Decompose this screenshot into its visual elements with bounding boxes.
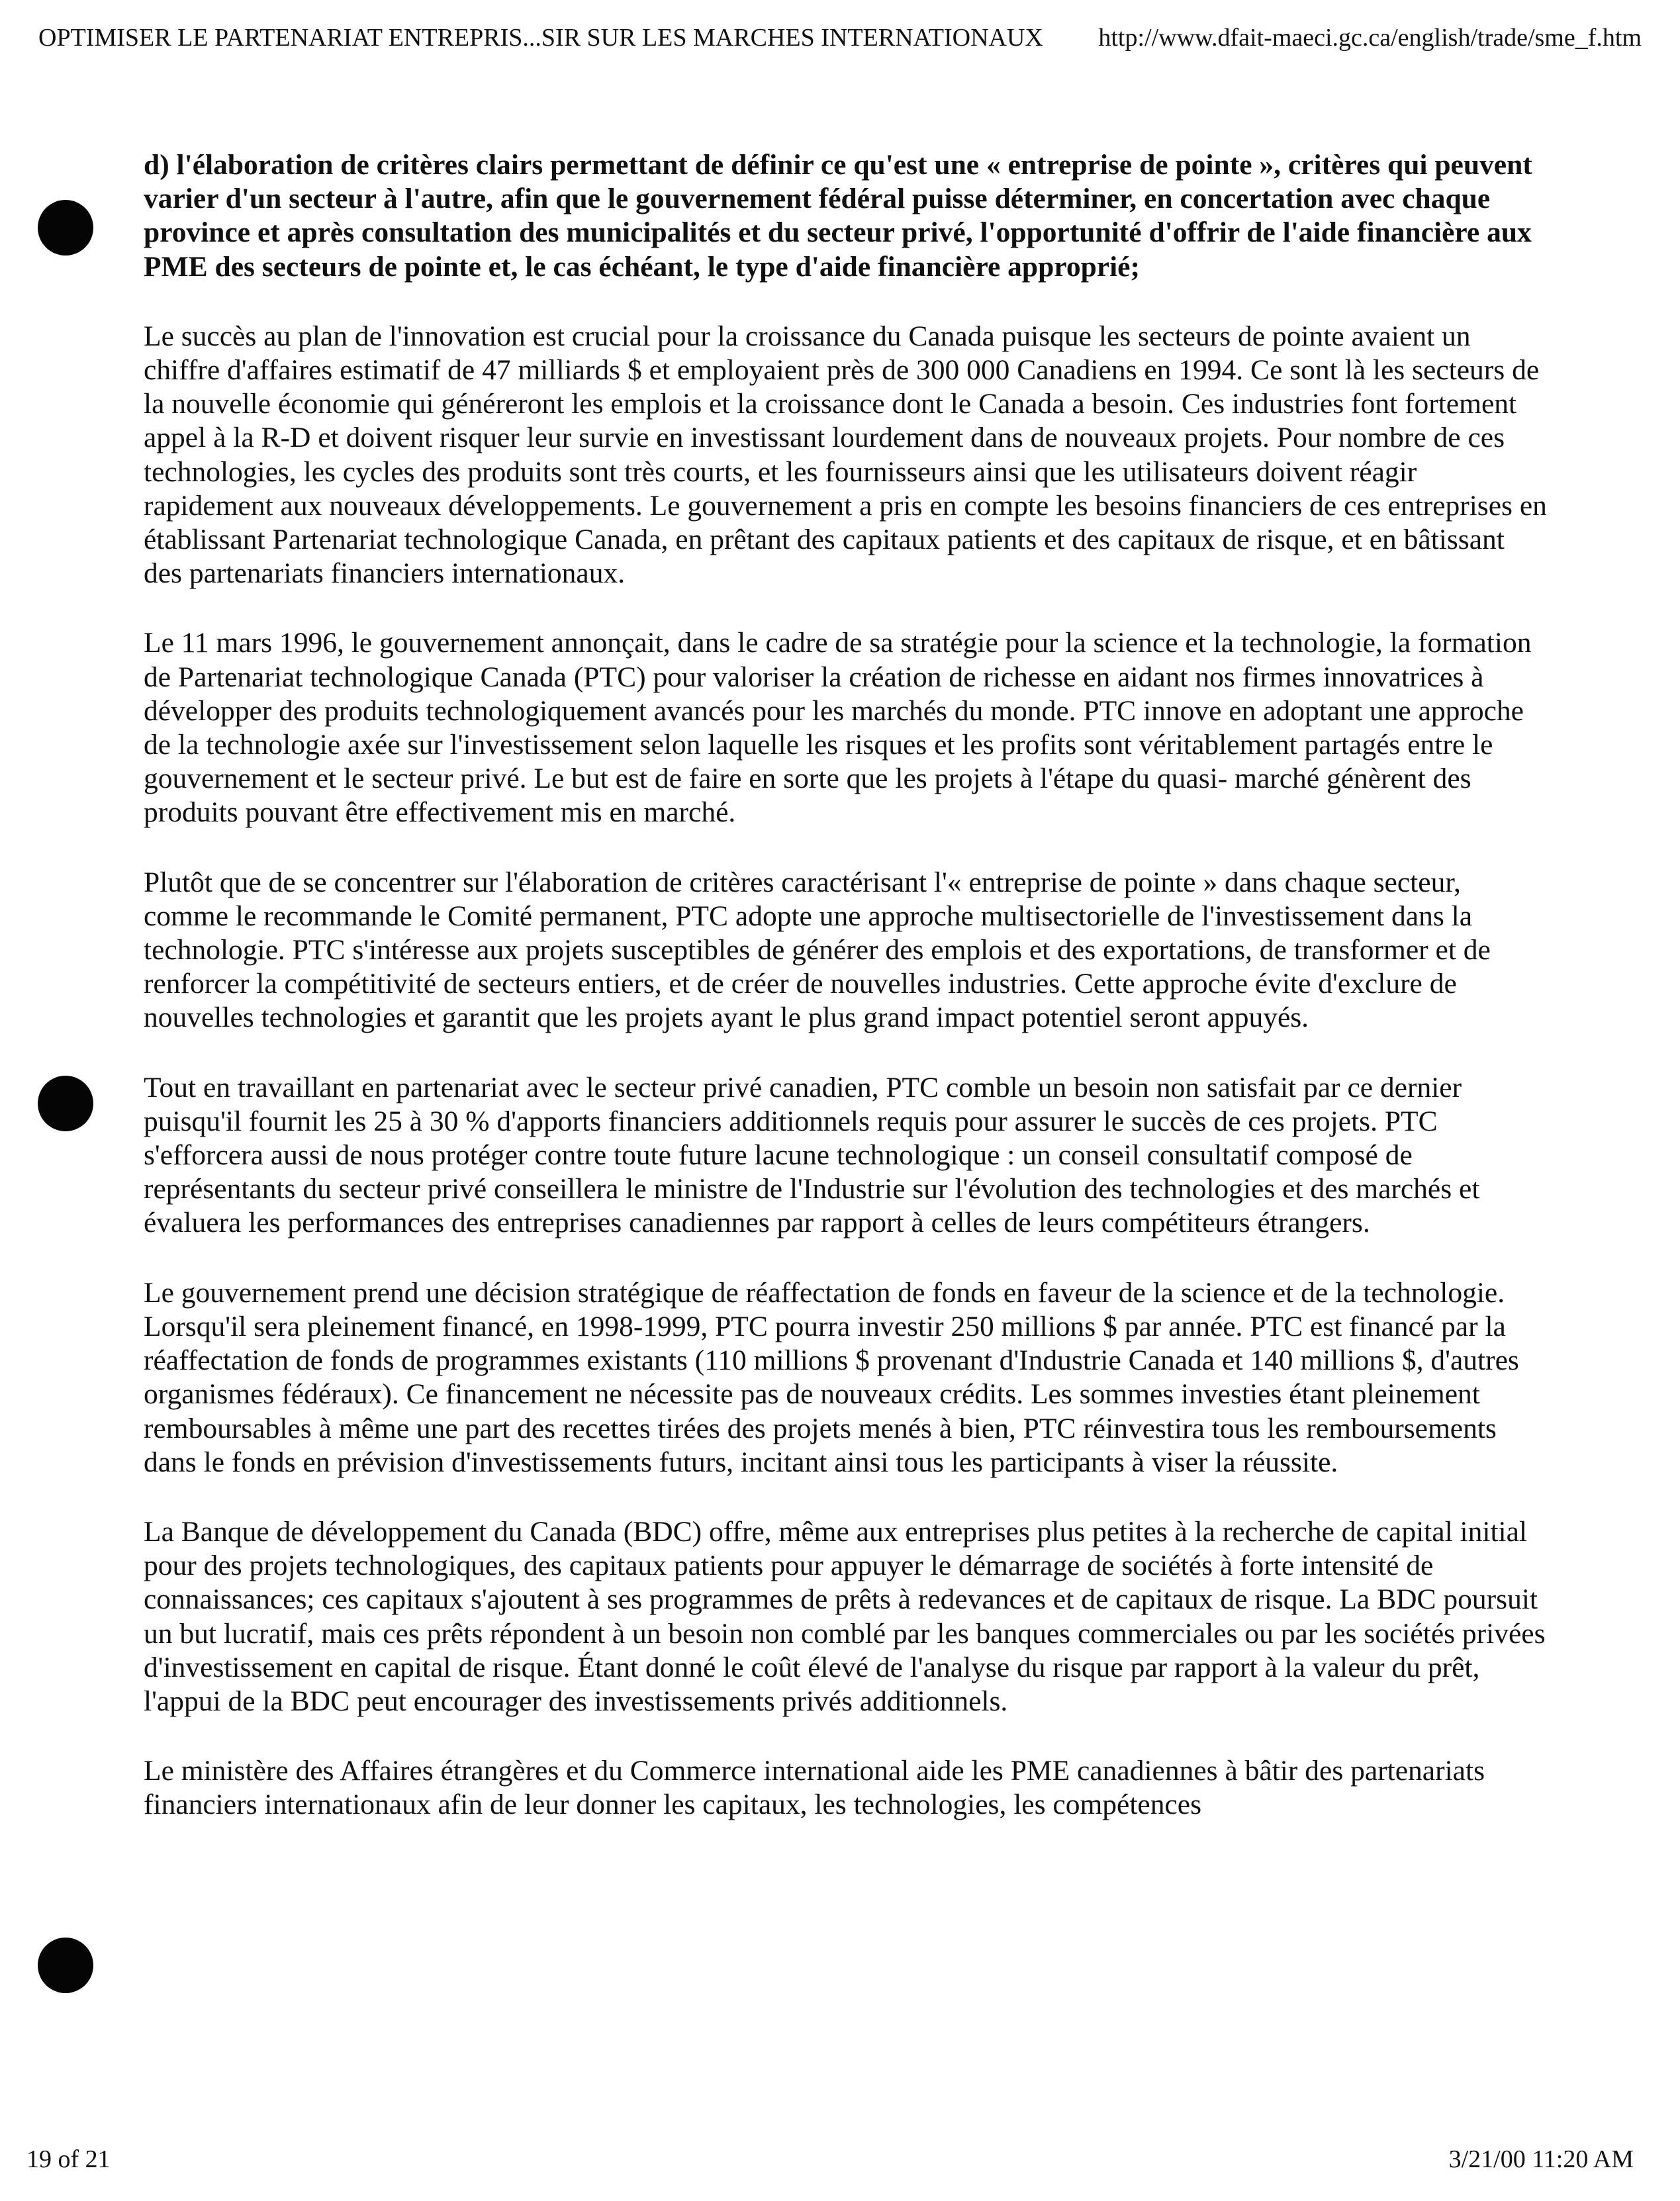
paragraph-bdc: La Banque de développement du Canada (BDC) offre, même aux entreprises plus petites à la recherche de capital initial pour des projets technologiques, des capitaux patients pour appuyer le démarrage de sociétés à forte intensité de connaissances; ces capitaux s'ajoutent à ses programmes de prêts à redevances et de capitaux de risque. La BDC poursuit un but lucratif, mais ces prêts répondent à un besoin non comblé par les banques commerciales ou par les sociétés privées d'investissement en capital de risque. Étant donné le coût élevé de l'analyse du risque par rapport à la valeur du prêt, l'appui de la BDC peut encourager des investissements privés additionnels.	[144, 1515, 1546, 1717]
print-header	[38, 20, 1642, 60]
punch-hole-middle	[38, 1076, 93, 1131]
punch-hole-bottom	[38, 1938, 93, 1993]
punch-hole-top	[38, 200, 93, 256]
source-url: http://www.dfait-maeci.gc.ca/english/trade/sme_f.htm	[1098, 24, 1642, 52]
paragraph-ptc-approach: Plutôt que de se concentrer sur l'élaboration de critères caractérisant l'« entreprise de pointe » dans chaque secteur, comme le recommande le Comité permanent, PTC adopte une approche multisectorielle de l'investissement dans la technologie. PTC s'intéresse aux projets susceptibles de générer des emplois et des exportations, de transformer et de renforcer la compétitivité de secteurs entiers, et de créer de nouvelles industries. Cette approche évite d'exclure de nouvelles technologies et garantit que les projets ayant le plus grand impact potentiel seront appuyés.	[144, 866, 1491, 1034]
paragraph-innovation: Le succès au plan de l'innovation est crucial pour la croissance du Canada puisque les secteurs de pointe avaient un chiffre d'affaires estimatif de 47 milliards $ et employaient près de 300 000 Canadiens en 1994. Ce sont là les secteurs de la nouvelle économie qui généreront les emplois et la croissance dont le Canada a besoin. Ces industries font fortement appel à la R-D et doivent risquer leur survie en investissant lourdement dans de nouveaux projets. Pour nombre de ces technologies, les cycles des produits sont très courts, et les fournisseurs ainsi que les utilisateurs doivent réagir rapidement aux nouveaux développements. Le gouvernement a pris en compte les besoins financiers de ces entreprises en établissant Partenariat technologique Canada, en prêtant des capitaux patients et des capitaux de risque, et en bâtissant des partenariats financiers internationaux.	[144, 320, 1547, 590]
paragraph-maeci: Le ministère des Affaires étrangères et du Commerce international aide les PME canadiennes à bâtir des partenariats financiers internationaux afin de leur donner les capitaux, les technologies, les compétences	[144, 1755, 1485, 1821]
document-body	[144, 148, 1547, 1858]
print-timestamp: 3/21/00 11:20 AM	[1448, 2145, 1634, 2173]
page-number: 19 of 21	[26, 2145, 111, 2173]
paragraph-ptc-partnership: Tout en travaillant en partenariat avec le secteur privé canadien, PTC comble un besoin non satisfait par ce dernier puisqu'il fournit les 25 à 30 % d'apports financiers additionnels requis pour assurer le succès de ces projets. PTC s'efforcera aussi de nous protéger contre toute future lacune technologique : un conseil consultatif composé de représentants du secteur privé conseillera le ministre de l'Industrie sur l'évolution des technologies et des marchés et évaluera les performances des entreprises canadiennes par rapport à celles de leurs compétiteurs étrangers.	[144, 1071, 1480, 1239]
recommendation-d: d) l'élaboration de critères clairs permettant de définir ce qu'est une « entreprise de pointe », critères qui peuvent varier d'un secteur à l'autre, afin que le gouvernement fédéral puisse déterminer, en concertation avec chaque province et après consultation des municipalités et du secteur privé, l'opportunité d'offrir de l'aide financière aux PME des secteurs de pointe et, le cas échéant, le type d'aide financière approprié;	[144, 149, 1532, 283]
document-title: OPTIMISER LE PARTENARIAT ENTREPRIS...SIR SUR LES MARCHES INTERNATIONAUX	[38, 24, 1043, 52]
paragraph-ptc-formation: Le 11 mars 1996, le gouvernement annonçait, dans le cadre de sa stratégie pour la science et la technologie, la formation de Partenariat technologique Canada (PTC) pour valoriser la création de richesse en aidant nos firmes innovatrices à développer des produits technologiquement avancés pour les marchés du monde. PTC innove en adoptant une approche de la technologie axée sur l'investissement selon laquelle les risques et les profits sont véritablement partagés entre le gouvernement et le secteur privé. Le but est de faire en sorte que les projets à l'étape du quasi- marché génèrent des produits pouvant être effectivement mis en marché.	[144, 627, 1532, 829]
paragraph-ptc-funding: Le gouvernement prend une décision stratégique de réaffectation de fonds en faveur de la science et de la technologie. Lorsqu'il sera pleinement financé, en 1998-1999, PTC pourra investir 250 millions $ par année. PTC est financé par la réaffectation de fonds de programmes existants (110 millions $ provenant d'Industrie Canada et 140 millions $, d'autres organismes fédéraux). Ce financement ne nécessite pas de nouveaux crédits. Les sommes investies étant pleinement remboursables à même une part des recettes tirées des projets menés à bien, PTC réinvestira tous les remboursements dans le fonds en prévision d'investissements futurs, incitant ainsi tous les participants à viser la réussite.	[144, 1276, 1519, 1478]
print-footer	[26, 2141, 1634, 2181]
